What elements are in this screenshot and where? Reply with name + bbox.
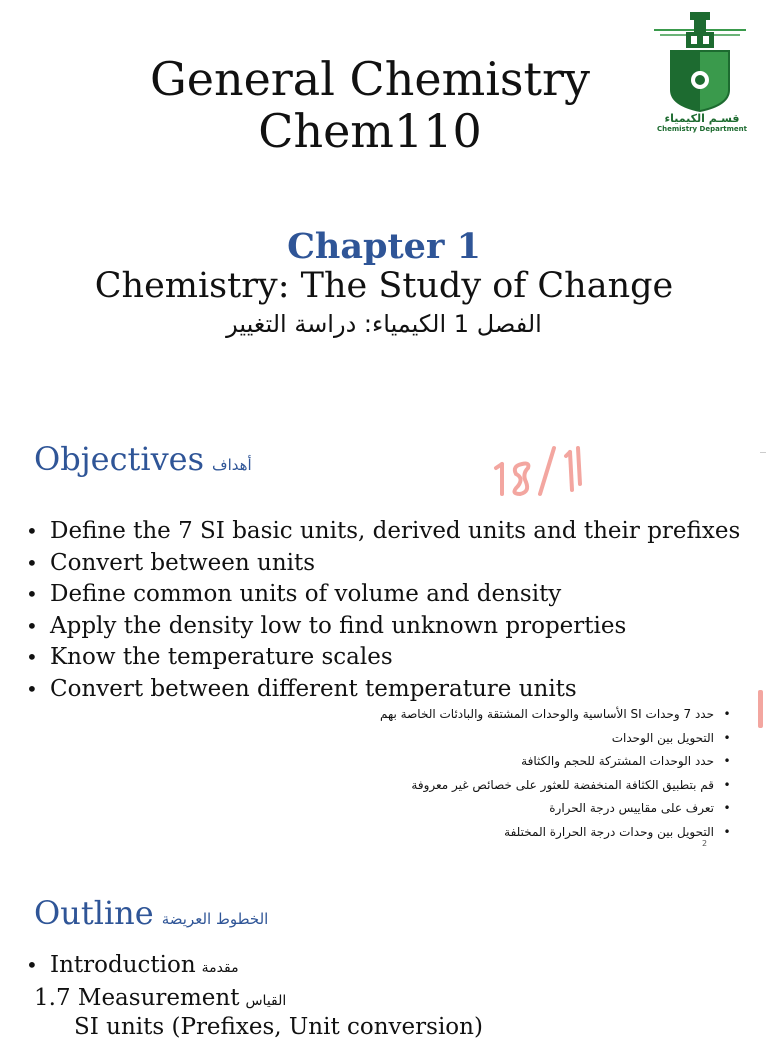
objectives-list-arabic (380, 703, 740, 844)
objectives-heading-arabic: أهداف (212, 456, 252, 474)
handwritten-note-drawing (490, 438, 600, 503)
annotation-mark (760, 452, 766, 453)
list-item: • Apply the density low to find unknown properties (26, 611, 740, 643)
list-item: • حدد الوحدات المشتركة للحجم والكثافة (380, 750, 740, 774)
objectives-list (26, 516, 740, 705)
objectives-heading-text: Objectives (34, 440, 205, 478)
outline-heading (34, 894, 268, 932)
list-item: • Convert between units (26, 548, 740, 580)
handwritten-date-note (490, 438, 600, 507)
chapter-number: Chapter 1 (287, 226, 481, 267)
outline-item: • Introduction مقدمة (26, 952, 239, 978)
objectives-heading (34, 440, 252, 478)
chapter-title-arabic: الفصل 1 الكيمياء: دراسة التغيير (226, 310, 542, 338)
outline-heading-arabic: الخطوط العريضة (161, 910, 269, 928)
list-item: • Define common units of volume and density (26, 579, 740, 611)
list-item: • التحويل بين وحدات درجة الحرارة المختلفة (380, 821, 740, 845)
annotation-mark (758, 690, 763, 728)
list-item: • تعرف على مقاييس درجة الحرارة (380, 797, 740, 821)
list-item: • Know the temperature scales (26, 642, 740, 674)
logo-arabic-text: قسـم الكيمياء (664, 112, 740, 125)
list-item: • التحويل بين الوحدات (380, 727, 740, 751)
outline-item (74, 1014, 483, 1040)
course-title: General Chemistry (149, 52, 590, 106)
outline-item-label: SI units (Prefixes, Unit conversion) (74, 1014, 483, 1040)
outline-item-label: Introduction (50, 952, 196, 978)
outline-heading-text: Outline (34, 894, 154, 932)
outline-item-arabic: القياس (245, 993, 287, 1009)
list-item: • حدد 7 وحدات SI الأساسية والوحدات المشتقة والبادئات الخاصة بهم (380, 703, 740, 727)
list-item: • Convert between different temperature units (26, 674, 740, 706)
page-number: 2 (702, 839, 708, 848)
logo-english-text: Chemistry Department (657, 125, 747, 133)
course-code: Chem110 (258, 104, 482, 158)
list-item: • قم بتطبيق الكثافة المنخفضة للعثور على خصائص غير معروفة (380, 774, 740, 798)
chapter-title: Chemistry: The Study of Change (94, 266, 674, 306)
outline-item-label: 1.7 Measurement (34, 985, 240, 1011)
outline-item-arabic: مقدمة (201, 960, 239, 976)
outline-item (34, 985, 286, 1011)
list-item: • Define the 7 SI basic units, derived units and their prefixes (26, 516, 740, 548)
